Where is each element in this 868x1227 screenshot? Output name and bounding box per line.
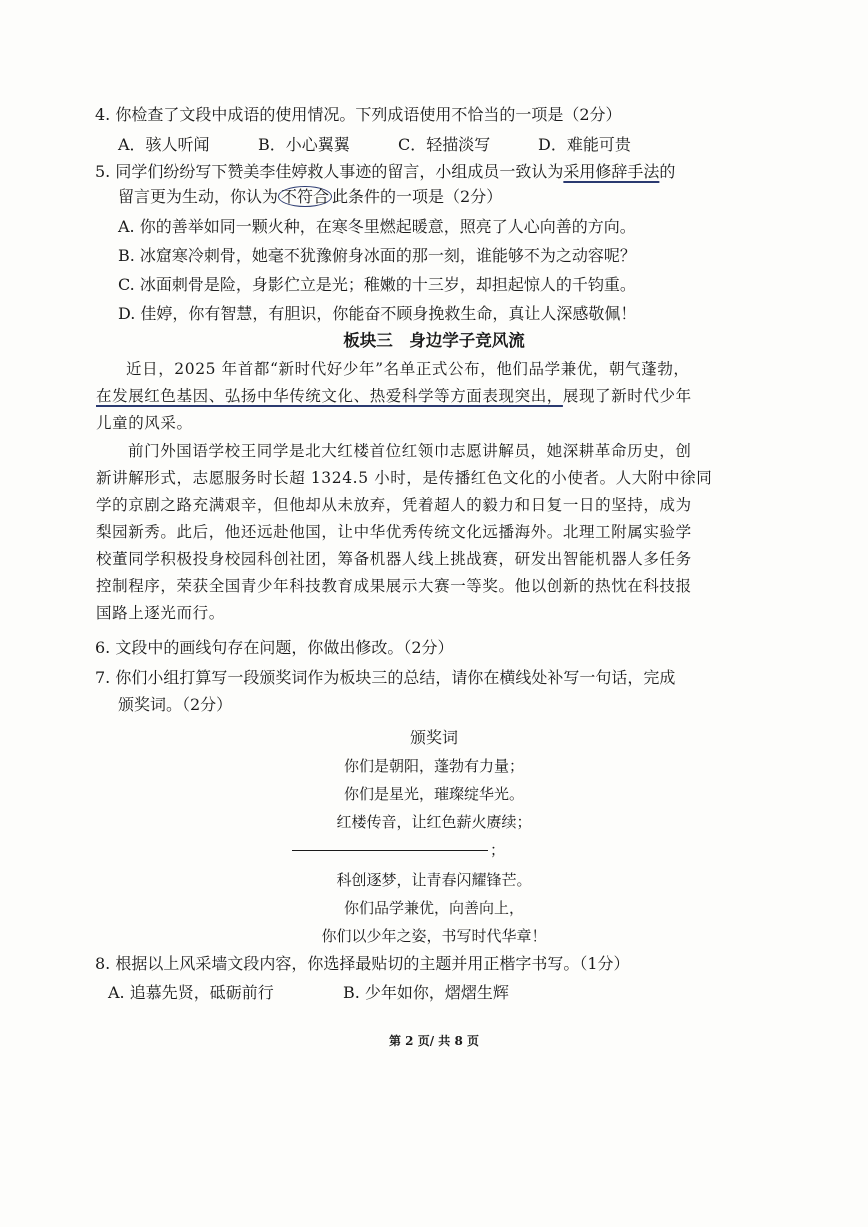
q5-stem-text2: 留言更为生动，你认为 (118, 187, 279, 206)
q5-stem-text: 5. 同学们纷纷写下赞美李佳婷救人事迹的留言，小组成员一致认为 (95, 162, 564, 181)
award-line-6: 你们品学兼优，向善向上， (343, 899, 524, 917)
q8-option-b: B. 少年如你，熠熠生辉 (343, 983, 509, 1002)
section3-para2-line4: 梨园新秀。此后，他还远赴他国，让中华优秀传统文化远播海外。北理工附属实验学 (96, 523, 692, 541)
award-line-7: 你们以少年之姿，书写时代华章！ (321, 927, 547, 945)
para1-line2-rest: 展现了新时代少年 (562, 387, 692, 405)
award-line-1: 你们是朝阳，蓬勃有力量； (343, 757, 524, 775)
section3-para2-line1: 前门外国语学校王同学是北大红楼首位红领巾志愿讲解员，她深耕革命历史，创 (128, 442, 692, 460)
underlined-sentence: 在发展红色基因、弘扬中华传统文化、热爱科学等方面表现突出， (96, 387, 563, 405)
section3-para2-line3: 学的京剧之路充满艰辛，但他却从未放弃，凭着超人的毅力和日复一日的坚持，成为 (96, 496, 692, 514)
award-line-2: 你们是星光，璀璨绽华光。 (343, 785, 524, 803)
q4-option-c: C．轻描淡写 (398, 135, 491, 154)
award-line-5: 科创逐梦，让青春闪耀锋芒。 (336, 871, 532, 889)
q8-option-a: A. 追慕先贤，砥砺前行 (108, 983, 274, 1002)
page-number: 第 2 页/ 共 8 页 (389, 1034, 479, 1048)
section3-para1-line2 (96, 385, 692, 407)
award-line-3: 红楼传音，让红色薪火赓续； (336, 813, 532, 831)
q5-stem-line2 (118, 186, 502, 208)
award-title: 颁奖词 (409, 728, 458, 747)
section3-para1-line1: 近日，2025 年首都“新时代好少年”名单正式公布，他们品学兼优，朝气蓬勃， (126, 360, 690, 378)
q4-option-d: D．难能可贵 (538, 135, 631, 154)
q5-stem-line1 (95, 161, 675, 183)
q4-options (118, 134, 631, 156)
section3-para2-line6: 控制程序，荣获全国青少年科技教育成果展示大赛一等奖。他以创新的热忱在科技报 (96, 577, 692, 595)
section3-para2-line2: 新讲解形式，志愿服务时长超 1324.5 小时，是传播红色文化的小使者。人大附中徐同 (96, 469, 713, 487)
answer-blank-line[interactable] (292, 850, 488, 851)
q7-stem-line1: 7. 你们小组打算写一段颁奖词作为板块三的总结，请你在横线处补写一句话，完成 (95, 668, 676, 687)
q4-option-a: A．骇人听闻 (118, 135, 210, 154)
q4-option-b: B．小心翼翼 (258, 135, 350, 154)
q5-stem-text-end: 的 (659, 162, 676, 181)
section3-para2-line7: 国路上逐光而行。 (96, 604, 225, 622)
section3-title: 板块三 身边学子竞风流 (343, 331, 525, 350)
q5-option-d: D. 佳婷，你有智慧，有胆识，你能奋不顾身挽救生命，真让人深感敬佩！ (118, 304, 637, 323)
q5-option-a: A. 你的善举如同一颗火种，在寒冬里燃起暖意，照亮了人心向善的方向。 (118, 217, 636, 236)
q8-stem: 8. 根据以上风采墙文段内容，你选择最贴切的主题并用正楷字书写。（1分） (95, 954, 630, 973)
q4-stem: 4. 你检查了文段中成语的使用情况。下列成语使用不恰当的一项是（2分） (95, 105, 622, 124)
award-line-4-semicolon: ； (490, 841, 506, 859)
section3-para1-line3: 儿童的风采。 (96, 414, 193, 432)
q5-stem-text3: 此条件的一项是（2分） (332, 187, 503, 206)
q5-underlined-phrase: 采用修辞手法 (563, 162, 660, 181)
q5-circled-phrase: 不符合 (278, 186, 332, 207)
q7-stem-line2: 颁奖词。（2分） (118, 695, 233, 714)
q5-option-c: C. 冰面刺骨是险，身影伫立是光；稚嫩的十三岁，却担起惊人的千钧重。 (118, 275, 636, 294)
q5-option-b: B. 冰窟寒冷刺骨，她毫不犹豫俯身冰面的那一刻，谁能够不为之动容呢？ (118, 246, 636, 265)
q6-stem: 6. 文段中的画线句存在问题，你做出修改。（2分） (95, 638, 454, 657)
section3-para2-line5: 校董同学积极投身校园科创社团，筹备机器人线上挑战赛，研发出智能机器人多任务 (96, 550, 692, 568)
q8-options (108, 982, 509, 1004)
